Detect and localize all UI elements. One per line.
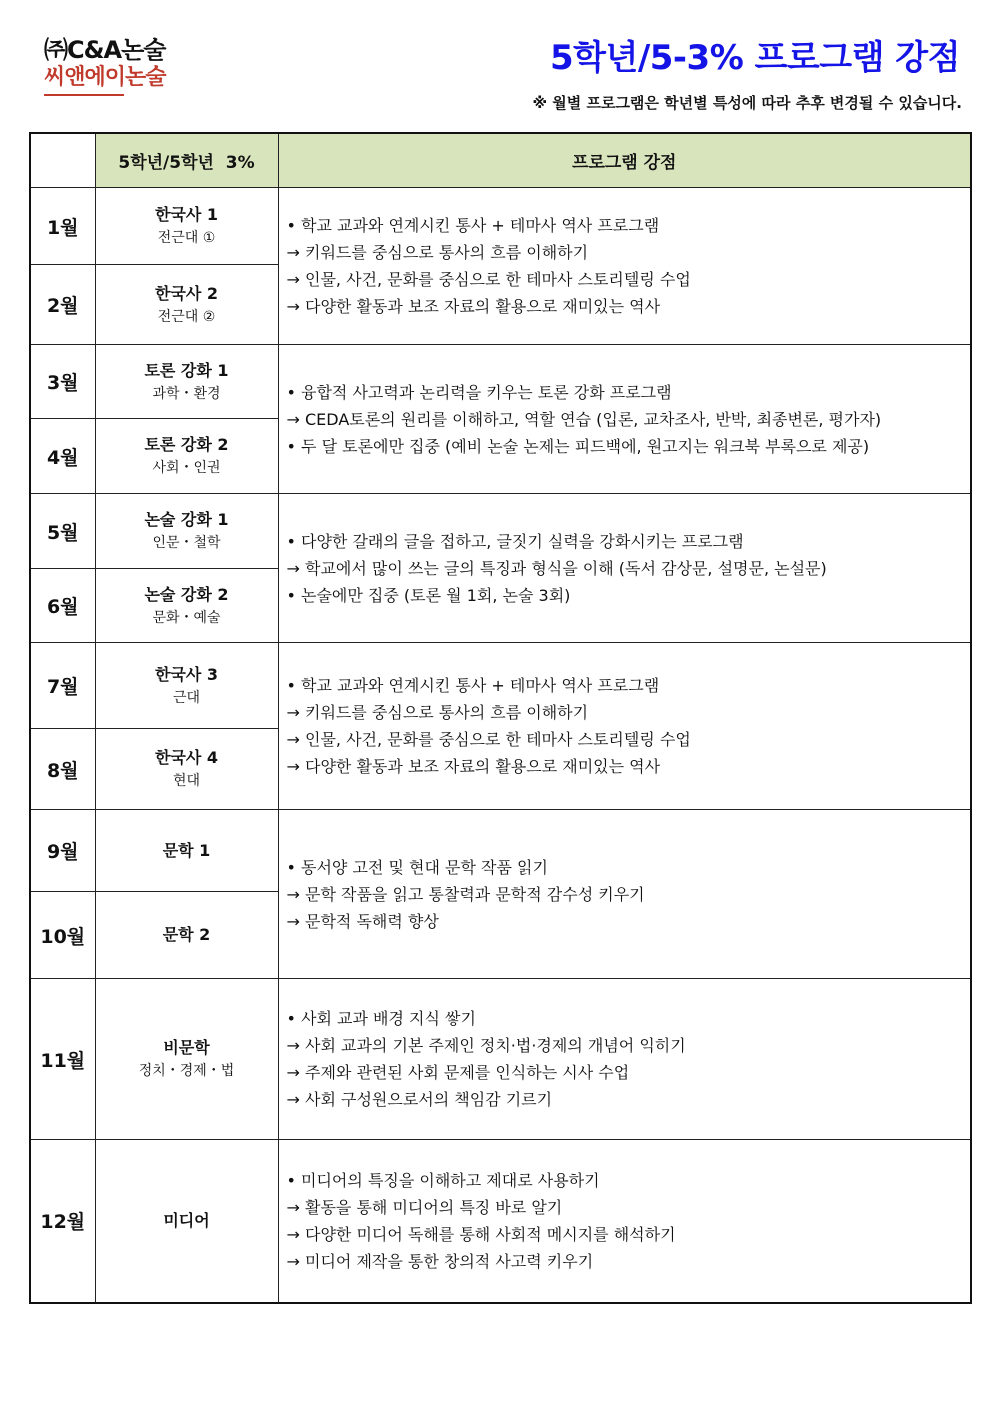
strength-cell [278, 810, 971, 979]
program-subtitle: 현대 [172, 773, 201, 789]
program-subtitle: 문화・예술 [152, 609, 221, 626]
program-cell [95, 419, 278, 494]
month-cell: 10월 [30, 892, 95, 979]
strength-line: → 키워드를 중심으로 통사의 흐름 이해하기 [286, 243, 589, 262]
program-cell [95, 892, 278, 979]
program-cell [95, 569, 278, 643]
program-title: 한국사 1 [154, 205, 219, 224]
strength-line: → 주제와 관련된 사회 문제를 인식하는 시사 수업 [286, 1063, 630, 1082]
program-cell [95, 345, 278, 419]
program-title: 논술 강화 1 [144, 510, 229, 529]
strength-line: • 학교 교과와 연계시킨 통사 + 테마사 역사 프로그램 [286, 676, 660, 695]
month-cell: 5월 [30, 494, 95, 569]
program-title: 문학 2 [162, 925, 211, 944]
logo-text-top: ㈜C&A논술 [44, 36, 166, 64]
table-row [30, 345, 971, 419]
strength-line: → 인물, 사건, 문화를 중심으로 한 테마사 스토리텔링 수업 [286, 730, 691, 749]
strength-line: → 학교에서 많이 쓰는 글의 특징과 형식을 이해 (독서 감상문, 설명문, 논설문) [286, 558, 827, 578]
program-cell [95, 979, 278, 1140]
strength-line: • 융합적 사고력과 논리력을 키우는 토론 강화 프로그램 [286, 382, 672, 402]
month-cell: 1월 [30, 188, 95, 265]
month-cell: 2월 [30, 265, 95, 345]
month-cell: 11월 [30, 979, 95, 1140]
program-subtitle: 인문・철학 [152, 535, 221, 551]
strength-line: → 사회 교과의 기본 주제인 정치·법·경제의 개념어 익히기 [286, 1036, 686, 1055]
table-header-row [30, 133, 971, 188]
program-subtitle: 정치・경제・법 [138, 1063, 235, 1079]
strength-cell [278, 494, 971, 643]
strength-cell [278, 345, 971, 494]
program-title: 미디어 [163, 1210, 210, 1230]
strength-line: → 다양한 활동과 보조 자료의 활용으로 재미있는 역사 [286, 757, 661, 776]
program-title: 문학 1 [162, 840, 211, 860]
strength-line: • 미디어의 특징을 이해하고 제대로 사용하기 [286, 1170, 600, 1190]
program-subtitle: 전근대 ② [157, 308, 216, 325]
strength-line: • 학교 교과와 연계시킨 통사 + 테마사 역사 프로그램 [286, 216, 660, 235]
program-cell [95, 188, 278, 265]
table-row [30, 188, 971, 265]
month-cell: 3월 [30, 345, 95, 419]
strength-line: → 다양한 활동과 보조 자료의 활용으로 재미있는 역사 [286, 297, 661, 316]
notice-text: ※ 월별 프로그램은 학년별 특성에 따라 추후 변경될 수 있습니다. [532, 94, 962, 112]
program-cell [95, 265, 278, 345]
month-cell: 7월 [30, 643, 95, 729]
month-cell: 9월 [30, 810, 95, 892]
program-title: 한국사 2 [154, 283, 219, 303]
month-cell: 8월 [30, 729, 95, 810]
program-subtitle: 과학・환경 [152, 385, 221, 402]
logo-text-bottom: 씨앤에이논술 [44, 65, 166, 90]
strength-line: → 사회 구성원으로서의 책임감 기르기 [286, 1090, 553, 1109]
strength-line: → 인물, 사건, 문화를 중심으로 한 테마사 스토리텔링 수업 [286, 270, 691, 289]
month-cell: 4월 [30, 419, 95, 494]
strength-line: → 미디어 제작을 통한 창의적 사고력 키우기 [286, 1251, 594, 1271]
program-table [29, 132, 972, 1304]
header-grade: 5학년/5학년 3% [95, 133, 278, 188]
strength-line: • 두 달 토론에만 집중 (예비 논술 논제는 피드백에, 원고지는 워크북 부록으로 제공) [286, 436, 870, 456]
program-title: 비문학 [163, 1038, 210, 1057]
strength-line: → 키워드를 중심으로 통사의 흐름 이해하기 [286, 703, 589, 722]
strength-cell [278, 188, 971, 345]
program-cell [95, 643, 278, 729]
program-title: 한국사 4 [154, 748, 219, 767]
strength-line: → 다양한 미디어 독해를 통해 사회적 메시지를 해석하기 [286, 1224, 676, 1244]
program-cell [95, 729, 278, 810]
strength-line: • 동서양 고전 및 현대 문학 작품 읽기 [286, 857, 548, 877]
strength-line: • 사회 교과 배경 지식 쌓기 [286, 1009, 476, 1028]
company-logo [44, 36, 166, 96]
program-subtitle: 근대 [172, 689, 201, 706]
program-title: 토론 강화 1 [144, 360, 229, 380]
program-subtitle: 전근대 ① [157, 230, 216, 246]
month-cell: 12월 [30, 1140, 95, 1303]
strength-cell [278, 643, 971, 810]
header-blank-cell [30, 133, 95, 188]
program-title: 토론 강화 2 [144, 435, 229, 454]
month-cell: 6월 [30, 569, 95, 643]
table-row [30, 1140, 971, 1303]
strength-line: → 문학 작품을 읽고 통찰력과 문학적 감수성 키우기 [286, 884, 645, 904]
program-cell [95, 1140, 278, 1303]
table-row [30, 643, 971, 729]
program-subtitle: 사회・인권 [152, 460, 221, 476]
table-row [30, 979, 971, 1140]
strength-line: → 활동을 통해 미디어의 특징 바로 알기 [286, 1197, 563, 1217]
table-row [30, 494, 971, 569]
program-title: 한국사 3 [154, 664, 219, 684]
program-cell [95, 494, 278, 569]
strength-cell [278, 1140, 971, 1303]
logo-underline [44, 94, 124, 96]
header-strength: 프로그램 강점 [278, 133, 971, 188]
strength-line: • 논술에만 집중 (토론 월 1회, 논술 3회) [286, 585, 571, 605]
strength-line: → CEDA토론의 원리를 이해하고, 역할 연습 (입론, 교차조사, 반박, 최종변론, 평가자) [286, 409, 882, 429]
table-row [30, 810, 971, 892]
program-cell [95, 810, 278, 892]
strength-line: • 다양한 갈래의 글을 접하고, 글짓기 실력을 강화시키는 프로그램 [286, 531, 744, 551]
page-title: 5학년/5-3% 프로그램 강점 [550, 38, 960, 78]
strength-line: → 문학적 독해력 향상 [286, 911, 439, 931]
strength-cell [278, 979, 971, 1140]
program-title: 논술 강화 2 [144, 584, 229, 604]
